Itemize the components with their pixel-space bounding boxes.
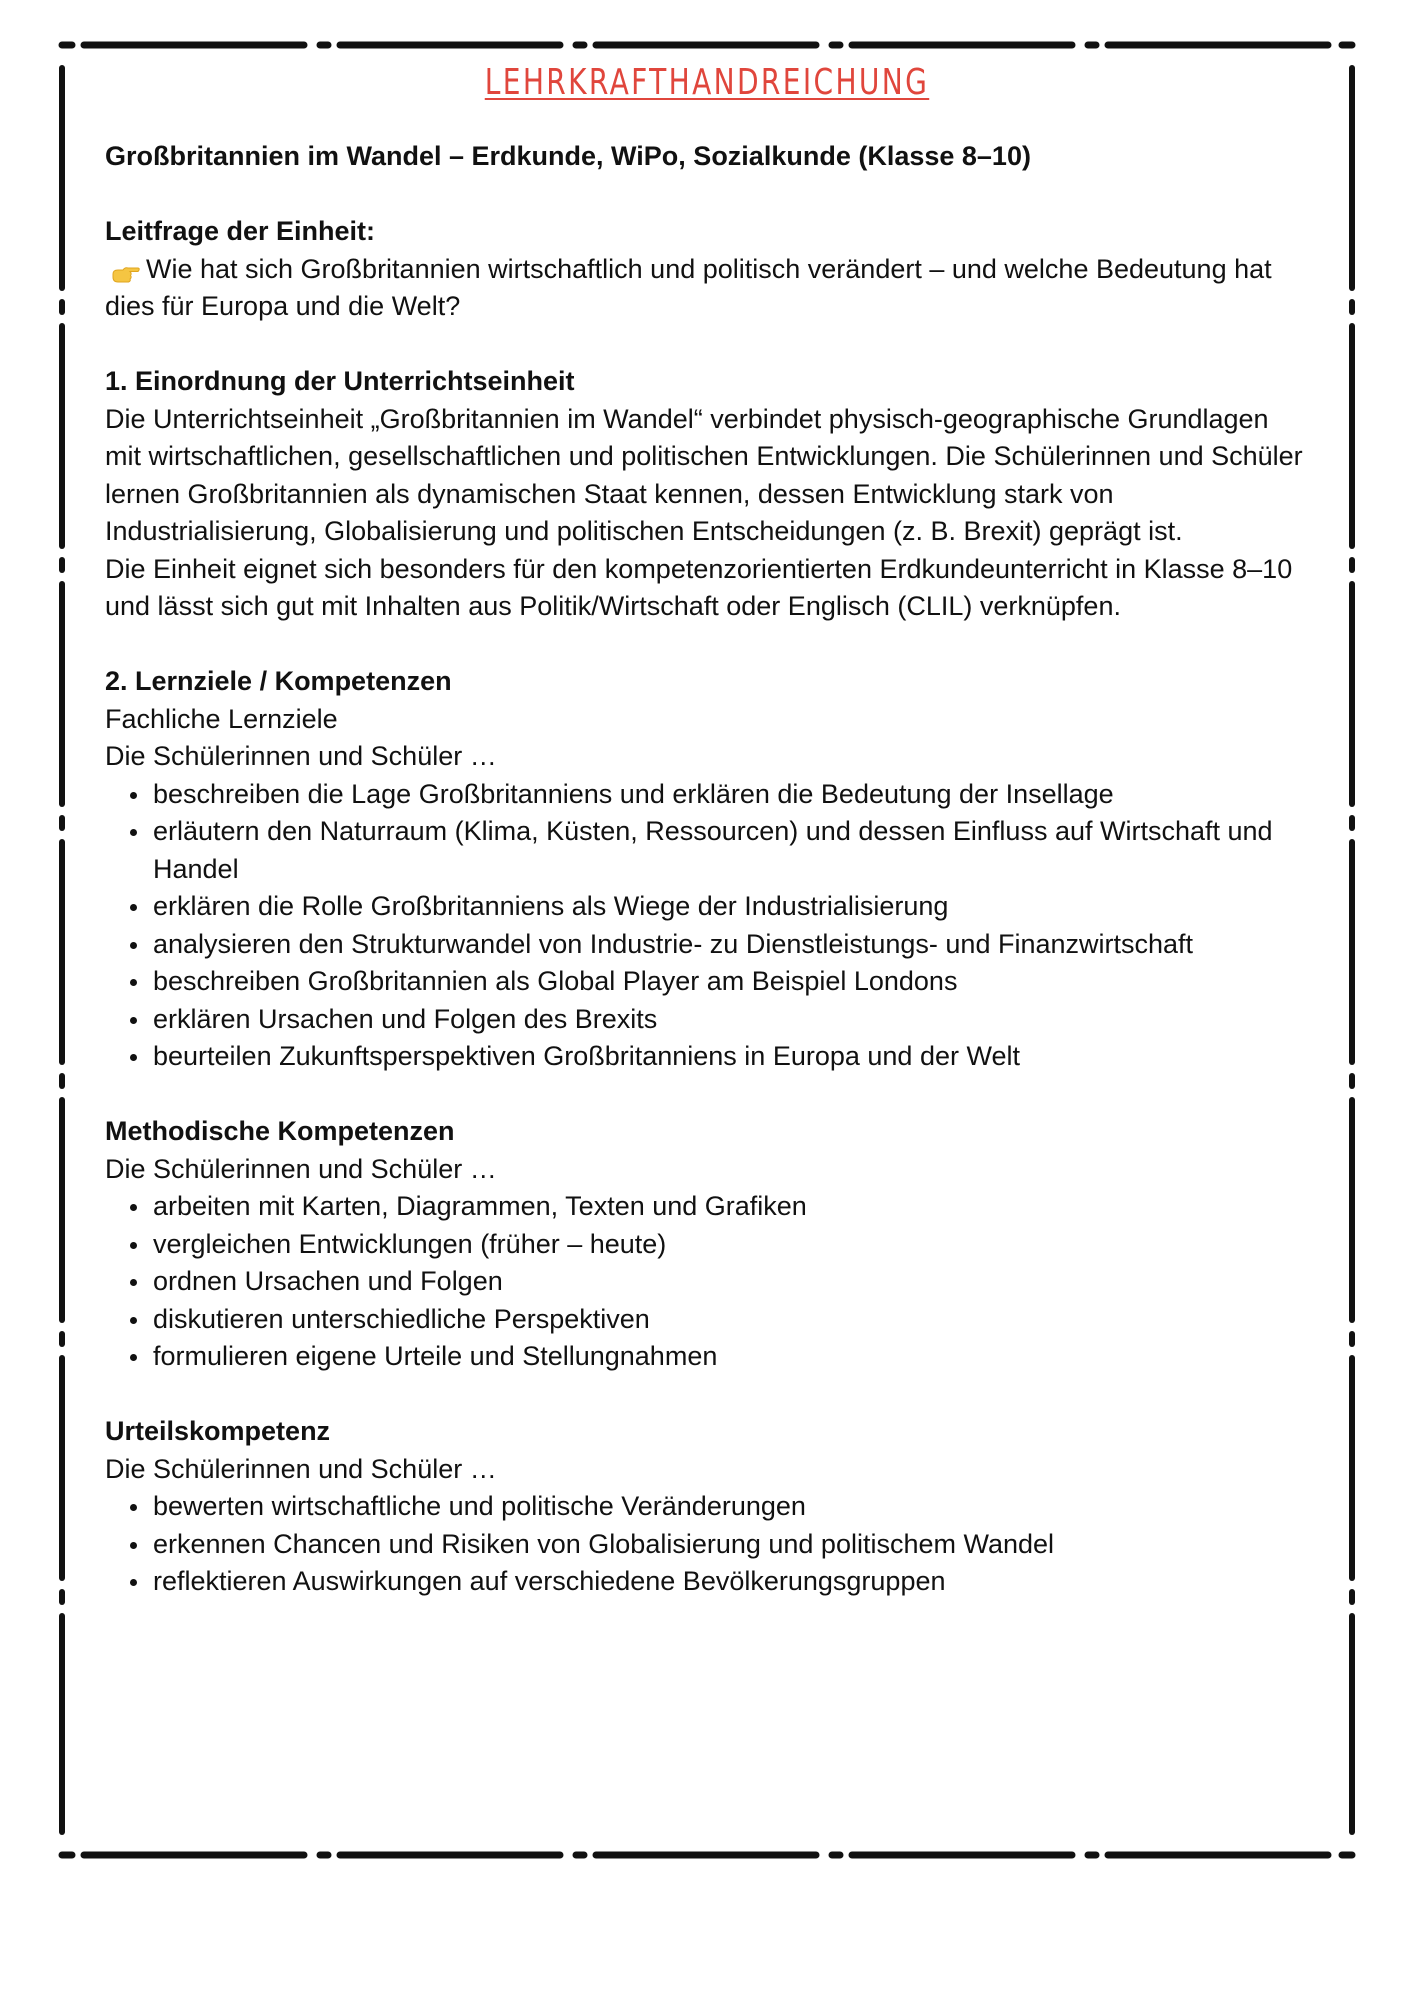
document-subtitle: Großbritannien im Wandel – Erdkunde, WiPo, Sozialkunde (Klasse 8–10) (105, 141, 1031, 171)
urteilskompetenz-heading: Urteilskompetenz (105, 1416, 331, 1446)
list-item: ordnen Ursachen und Folgen (153, 1263, 1305, 1301)
methodische-kompetenzen-list (105, 1188, 1305, 1376)
leitfrage-heading: Leitfrage der Einheit: (105, 216, 376, 246)
list-item: erläutern den Naturraum (Klima, Küsten, Ressourcen) und dessen Einfluss auf Wirtschaft und Handel (153, 813, 1305, 888)
list-item: beschreiben die Lage Großbritanniens und erklären die Bedeutung der Insellage (153, 776, 1305, 814)
fachliche-lernziele-intro: Die Schülerinnen und Schüler … (105, 741, 497, 771)
list-item: vergleichen Entwicklungen (früher – heute) (153, 1226, 1305, 1264)
list-item: bewerten wirtschaftliche und politische Veränderungen (153, 1488, 1305, 1526)
section1-paragraph-2: Die Einheit eignet sich besonders für den kompetenzorientierten Erdkundeunterricht in Klasse 8–10 und lässt sich gut mit Inhalten aus Politik/Wirtschaft oder Englisch (CLIL) verknüpfen. (105, 553, 1293, 621)
list-item: erkennen Chancen und Risiken von Globalisierung und politischem Wandel (153, 1526, 1305, 1564)
list-item: erklären Ursachen und Folgen des Brexits (153, 1001, 1305, 1039)
list-item: reflektieren Auswirkungen auf verschiedene Bevölkerungsgruppen (153, 1563, 1305, 1601)
list-item: beschreiben Großbritannien als Global Player am Beispiel Londons (153, 963, 1305, 1001)
section1-paragraph-1: Die Unterrichtseinheit „Großbritannien im Wandel“ verbindet physisch-geographische Grundlagen mit wirtschaftlichen, gesellschaftlichen und politischen Entwicklungen. Die Schülerinnen und Schüler lernen Großbritannien als dynamischen Staat kennen, dessen Entwicklung stark von Industrialisierung, Globalisierung und politischen Entscheidungen (z. B. Brexit) geprägt ist. (105, 403, 1303, 546)
spacer (105, 326, 1305, 364)
methodische-kompetenzen-intro: Die Schülerinnen und Schüler … (105, 1153, 497, 1184)
spacer (105, 1076, 1305, 1114)
list-item: beurteilen Zukunftsperspektiven Großbritanniens in Europa und der Welt (153, 1038, 1305, 1076)
section2-heading: 2. Lernziele / Kompetenzen (105, 666, 452, 696)
spacer (105, 626, 1305, 664)
urteilskompetenz-list (105, 1488, 1305, 1601)
list-item: arbeiten mit Karten, Diagrammen, Texten und Grafiken (153, 1188, 1305, 1226)
spacer (105, 176, 1305, 214)
leitfrage-question-block (105, 251, 1305, 326)
list-item: formulieren eigene Urteile und Stellungnahmen (153, 1338, 1305, 1376)
document-body (105, 138, 1305, 1601)
page-title: LEHRKRAFTHANDREICHUNG (484, 62, 930, 103)
fachliche-lernziele-list (105, 776, 1305, 1076)
section1-heading: 1. Einordnung der Unterrichtseinheit (105, 366, 575, 396)
list-item: diskutieren unterschiedliche Perspektiven (153, 1301, 1305, 1339)
fachliche-lernziele-heading: Fachliche Lernziele (105, 703, 338, 734)
urteilskompetenz-intro: Die Schülerinnen und Schüler … (105, 1453, 497, 1484)
list-item: erklären die Rolle Großbritanniens als Wiege der Industrialisierung (153, 888, 1305, 926)
methodische-kompetenzen-heading: Methodische Kompetenzen (105, 1116, 455, 1146)
leitfrage-question: Wie hat sich Großbritannien wirtschaftlich und politisch verändert – und welche Bedeutung hat dies für Europa und die Welt? (105, 253, 1272, 321)
list-item: analysieren den Strukturwandel von Industrie- zu Dienstleistungs- und Finanzwirtschaft (153, 926, 1305, 964)
pointing-hand-icon (111, 258, 141, 278)
spacer (105, 1376, 1305, 1414)
